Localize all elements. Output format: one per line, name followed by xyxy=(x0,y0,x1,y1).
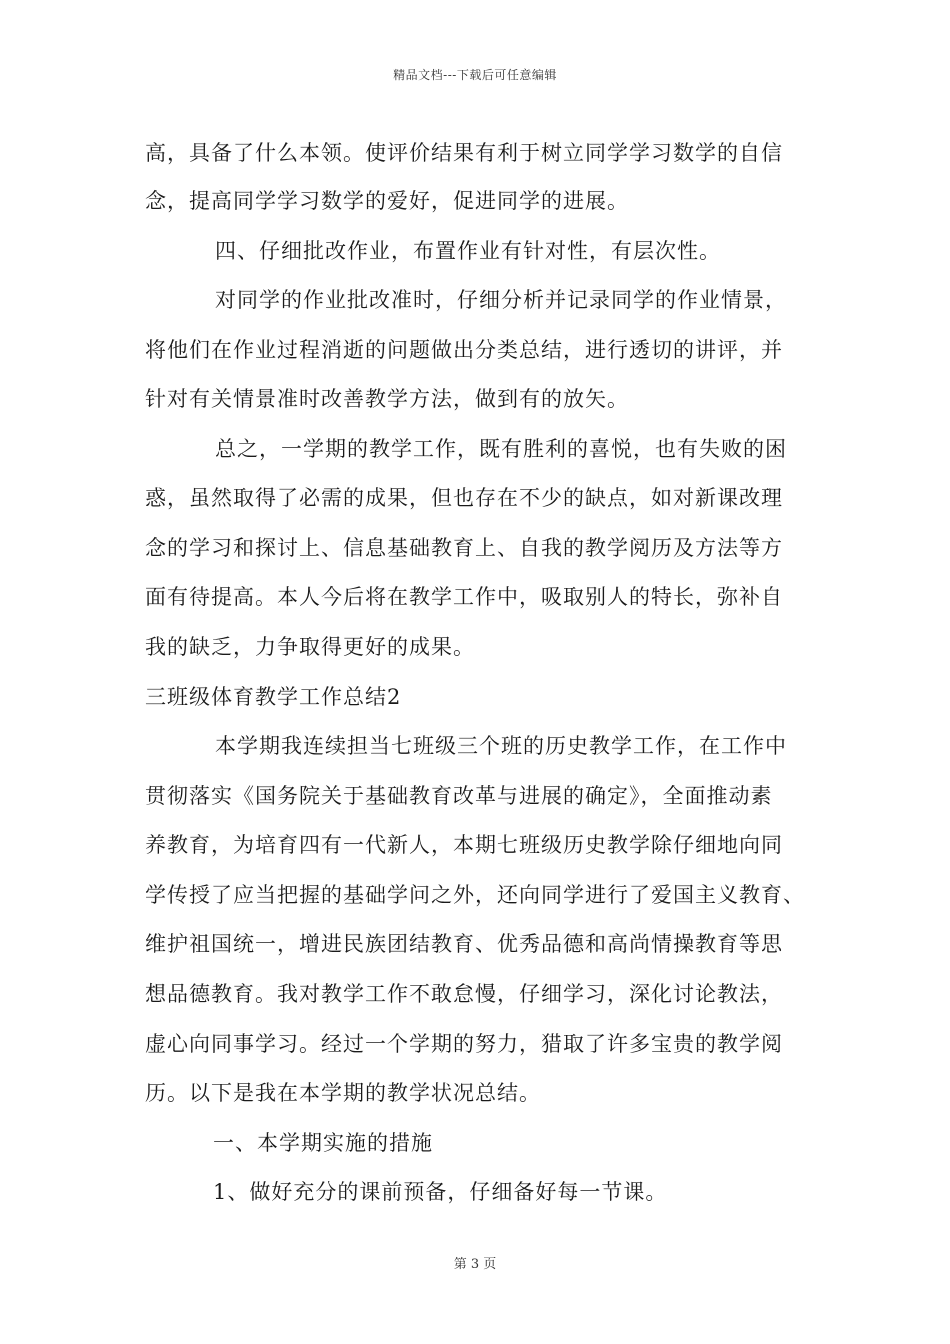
paragraph-line: 针对有关情景准时改善教学方法，做到有的放矢。 xyxy=(145,387,629,411)
paragraph-line: 将他们在作业过程消逝的问题做出分类总结，进行透切的讲评，并 xyxy=(145,338,783,362)
paragraph-line: 想品德教育。我对教学工作不敢怠慢，仔细学习，深化讨论教法， xyxy=(145,982,783,1006)
paragraph-line: 我的缺乏，力争取得更好的成果。 xyxy=(145,635,475,659)
paragraph-line: 念的学习和探讨上、信息基础教育上、自我的教学阅历及方法等方 xyxy=(145,536,783,560)
paragraph-line: 虚心向同事学习。经过一个学期的努力，猎取了许多宝贵的教学阅 xyxy=(145,1032,783,1056)
paragraph-line: 贯彻落实《国务院关于基础教育改革与进展的确定》，全面推动素 xyxy=(145,784,773,808)
paragraph-line: 总之，一学期的教学工作，既有胜利的喜悦，也有失败的困 xyxy=(215,437,787,461)
paragraph-line: 历。以下是我在本学期的教学状况总结。 xyxy=(145,1081,541,1105)
paragraph-line: 学传授了应当把握的基础学问之外，还向同学进行了爱国主义教育、 xyxy=(145,883,805,907)
page-number: 第 3 页 xyxy=(453,1257,497,1272)
paragraph-line: 维护祖国统一，增进民族团结教育、优秀品德和高尚情操教育等思 xyxy=(145,932,783,956)
section-heading: 四、仔细批改作业，布置作业有针对性，有层次性。 xyxy=(215,239,721,263)
paragraph-line: 高，具备了什么本领。使评价结果有利于树立同学学习数学的自信 xyxy=(145,141,783,165)
paragraph-line: 本学期我连续担当七班级三个班的历史教学工作，在工作中 xyxy=(215,734,787,758)
section-heading: 一、本学期实施的措施 xyxy=(213,1131,433,1155)
paragraph-line: 惑，虽然取得了必需的成果，但也存在不少的缺点，如对新课改理 xyxy=(145,486,783,510)
subsection-heading: 1、做好充分的课前预备，仔细备好每一节课。 xyxy=(213,1180,668,1204)
paragraph-line: 养教育，为培育四有一代新人，本期七班级历史教学除仔细地向同 xyxy=(145,833,783,857)
page-header: 精品文档---下载后可任意编辑 xyxy=(393,68,557,82)
document-title: 三班级体育教学工作总结2 xyxy=(145,685,402,709)
paragraph-line: 面有待提高。本人今后将在教学工作中，吸取别人的特长，弥补自 xyxy=(145,585,783,609)
paragraph-line: 念，提高同学学习数学的爱好，促进同学的进展。 xyxy=(145,189,629,213)
paragraph-line: 对同学的作业批改准时，仔细分析并记录同学的作业情景， xyxy=(215,288,787,312)
